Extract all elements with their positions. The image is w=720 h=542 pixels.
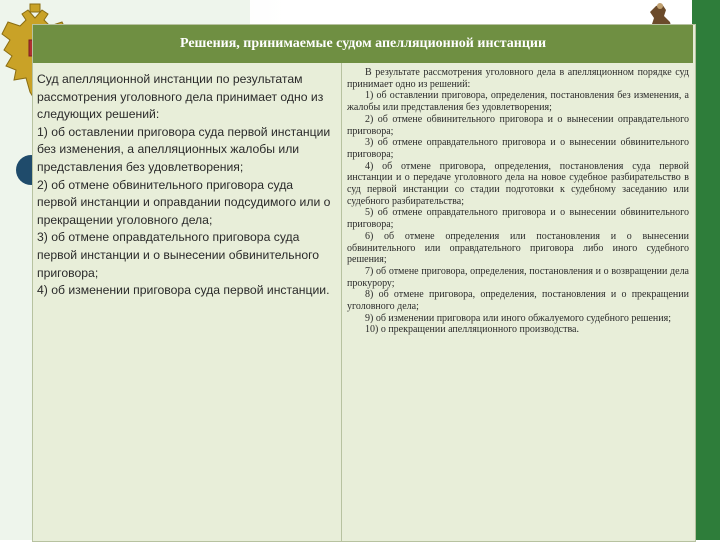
- right-paragraph: 9) об изменении приговора или иного обжалуемого судебного решения;: [365, 312, 671, 324]
- left-paragraph: 1) об оставлении приговора суда первой инстанции без изменения, а апелляционных жалобы или представления без удовлетворения;: [37, 124, 331, 174]
- right-paragraph: 3) об отмене оправдательного приговора и о вынесении обвинительного приговора;: [347, 137, 689, 160]
- left-paragraph: 2) об отмене обвинительного приговора суда первой инстанции и оправдании подсудимого или о прекращении уголовного дела;: [37, 177, 331, 227]
- right-paragraph: 5) об отмене оправдательного приговора и о вынесении обвинительного приговора;: [347, 207, 689, 231]
- right-paragraph: В результате рассмотрения уголовного дела в апелляционном порядке суд принимает одно из решений:: [347, 67, 689, 90]
- table-right-column: [342, 63, 693, 541]
- left-paragraph: 4) об изменении приговора суда первой инстанции.: [37, 283, 330, 298]
- left-paragraph: 3) об отмене оправдательного приговора суда первой инстанции и о вынесении обвинительного приговора;: [37, 230, 320, 280]
- right-paragraph: 1) об оставлении приговора, определения, постановления без изменения, а жалобы или представления без удовлетворения;: [347, 90, 689, 114]
- right-paragraph: 8) об отмене приговора, определения, постановления и о прекращении уголовного дела;: [347, 289, 689, 313]
- right-paragraph: 4) об отмене приговора, определения, постановления суда первой инстанции и о передаче уголовного дела на новое судебное разбирательство в суд первой инстанции со стадии подготовки к судебному заседанию или судебного разбирательства;: [347, 160, 689, 207]
- left-paragraph: Суд апелляционной инстанции по результатам рассмотрения уголовного дела принимает одно из следующих решений:: [37, 72, 324, 122]
- table-left-column: [33, 63, 342, 541]
- table-header: Решения, принимаемые судом апелляционной инстанции: [33, 25, 693, 63]
- comparison-table: [32, 24, 696, 542]
- right-green-edge: [692, 0, 720, 540]
- right-paragraph: 6) об отмене определения или постановления и о вынесении обвинительного или оправдательного приговора либо иного судебного решения;: [347, 230, 689, 266]
- right-paragraph: 10) о прекращении апелляционного производства.: [365, 324, 579, 336]
- right-paragraph: 2) об отмене обвинительного приговора и о вынесении оправдательного приговора;: [347, 113, 689, 137]
- right-paragraph: 7) об отмене приговора, определения, постановления и о возвращении дела прокурору;: [347, 265, 689, 289]
